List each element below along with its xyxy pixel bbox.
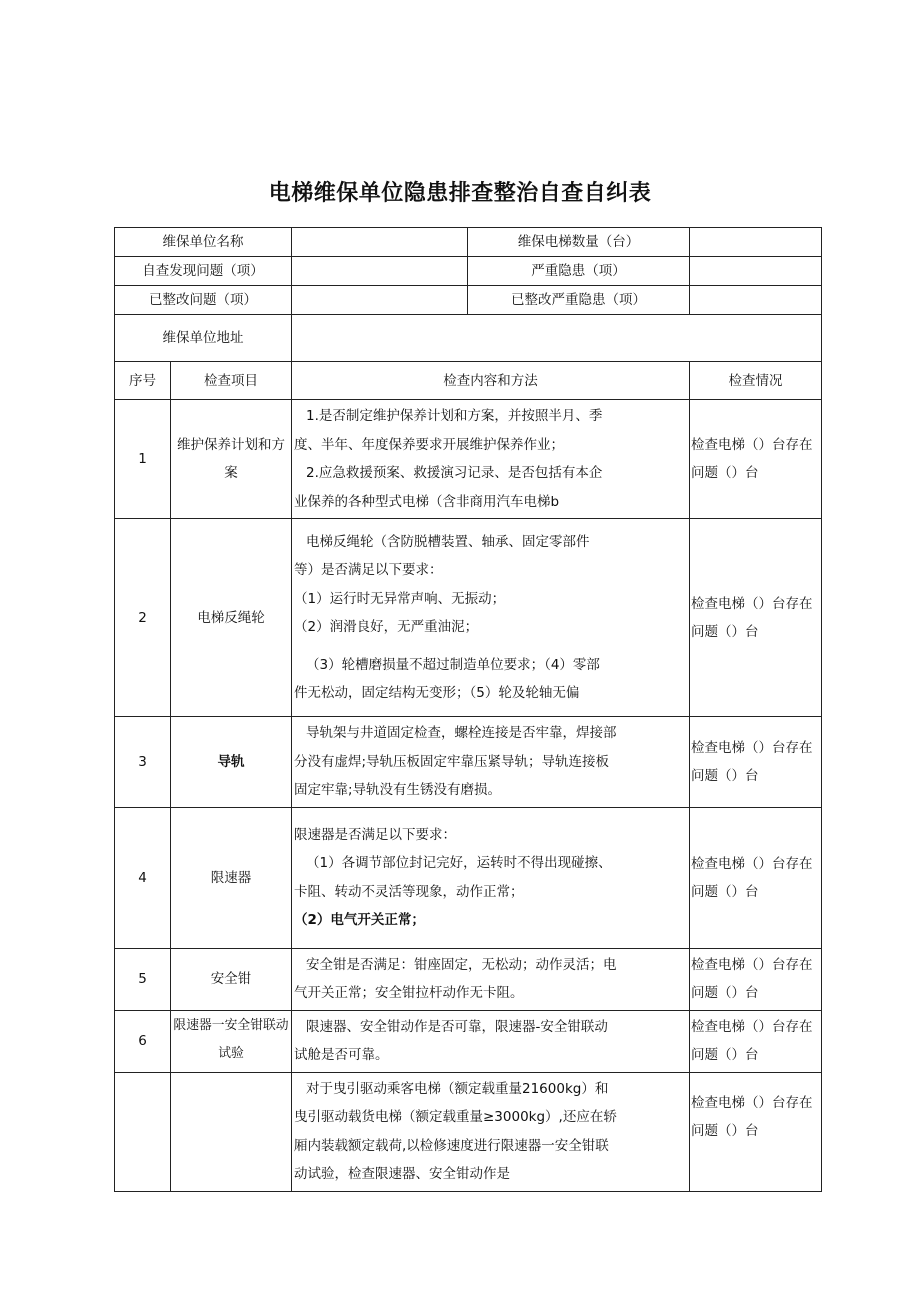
content-line: 厢内装载额定载荷,以检修速度进行限速器一安全钳联 bbox=[294, 1137, 609, 1154]
content-line: 业保养的各种型式电梯（含非商用汽车电梯b bbox=[294, 493, 560, 510]
content-line: 等）是否满足以下要求： bbox=[294, 562, 443, 578]
result-line: 问题（）台 bbox=[691, 1122, 759, 1139]
result-line: 检查电梯（）台存在 bbox=[691, 739, 813, 756]
col-header-result: 检查情况 bbox=[690, 362, 822, 400]
content-line: 导轨架与井道固定检查，螺栓连接是否牢靠，焊接部 bbox=[306, 725, 617, 741]
row-no: 1 bbox=[115, 400, 171, 519]
result-line: 问题（）台 bbox=[691, 1047, 759, 1063]
row-content bbox=[292, 948, 690, 1010]
row-content bbox=[292, 807, 690, 948]
row-item: 电梯反绳轮 bbox=[171, 519, 292, 717]
elevator-count-value[interactable] bbox=[690, 228, 822, 257]
row-no bbox=[115, 1072, 171, 1191]
content-line: 限速器是否满足以下要求： bbox=[294, 826, 456, 843]
row-result[interactable] bbox=[690, 1072, 822, 1191]
table-row bbox=[115, 807, 822, 948]
row-result[interactable] bbox=[690, 717, 822, 808]
result-line: 问题（）台 bbox=[691, 623, 759, 640]
table-row bbox=[115, 717, 822, 808]
address-label: 维保单位地址 bbox=[115, 315, 292, 362]
page-title: 电梯维保单位隐患排查整治自查自纠表 bbox=[268, 181, 652, 206]
inspection-table bbox=[114, 227, 822, 1192]
serious-hazards-value[interactable] bbox=[690, 257, 822, 286]
content-line: 卡阻、转动不灵活等现象，动作正常； bbox=[294, 883, 524, 900]
row-item: 限速器一安全钳联动试验 bbox=[171, 1010, 292, 1072]
content-line: 度、半年、年度保养要求开展维护保养作业； bbox=[294, 436, 564, 453]
row-item: 限速器 bbox=[171, 807, 292, 948]
content-line: 气开关正常；安全钳拉杆动作无卡阻。 bbox=[294, 985, 524, 1001]
content-line: 固定牢靠;导轨没有生锈没有磨损。 bbox=[294, 782, 502, 798]
content-line: （2）润滑良好，无严重油泥； bbox=[294, 619, 479, 635]
content-line: 安全钳是否满足：钳座固定，无松动；动作灵活；电 bbox=[306, 956, 617, 973]
fixed-issues-label: 已整改问题（项） bbox=[115, 286, 292, 315]
row-no: 5 bbox=[115, 948, 171, 1010]
table-row bbox=[115, 1010, 822, 1072]
content-line: （2）电气开关正常； bbox=[294, 912, 425, 928]
result-line: 问题（）台 bbox=[691, 465, 759, 481]
content-line: （1）运行时无异常声响、无振动； bbox=[294, 590, 506, 607]
serious-hazards-label: 严重隐患（项） bbox=[468, 257, 690, 286]
row-result[interactable] bbox=[690, 1010, 822, 1072]
header-row-fixed bbox=[115, 286, 822, 315]
row-content bbox=[292, 519, 690, 717]
result-line: 检查电梯（）台存在 bbox=[691, 595, 813, 612]
result-line: 检查电梯（）台存在 bbox=[691, 957, 813, 973]
header-row-unit bbox=[115, 228, 822, 257]
result-line: 检查电梯（）台存在 bbox=[691, 1094, 813, 1111]
result-line: 问题（）台 bbox=[691, 767, 759, 784]
col-header-content: 检查内容和方法 bbox=[292, 362, 690, 400]
table-row bbox=[115, 1072, 822, 1191]
table-row bbox=[115, 948, 822, 1010]
row-no: 4 bbox=[115, 807, 171, 948]
row-no: 6 bbox=[115, 1010, 171, 1072]
result-line: 问题（）台 bbox=[691, 883, 759, 900]
header-row-address bbox=[115, 315, 822, 362]
content-line: （1）各调节部位封记完好，运转时不得出现碰擦、 bbox=[306, 855, 612, 871]
content-line: 件无松动，固定结构无变形；（5）轮及轮轴无偏 bbox=[294, 685, 580, 701]
col-header-no: 序号 bbox=[115, 362, 171, 400]
column-header-row bbox=[115, 362, 822, 400]
row-result[interactable] bbox=[690, 519, 822, 717]
row-item: 导轨 bbox=[171, 717, 292, 808]
col-header-item: 检查项目 bbox=[171, 362, 292, 400]
row-result[interactable] bbox=[690, 948, 822, 1010]
address-value[interactable] bbox=[292, 315, 822, 362]
result-line: 检查电梯（）台存在 bbox=[691, 855, 813, 872]
fixed-serious-label: 已整改严重隐患（项） bbox=[468, 286, 690, 315]
content-line: 分没有虚焊;导轨压板固定牢靠压紧导轨；导轨连接板 bbox=[294, 753, 610, 770]
row-result[interactable] bbox=[690, 807, 822, 948]
header-row-found bbox=[115, 257, 822, 286]
content-line: 2.应急救援预案、救援演习记录、是否包括有本企 bbox=[306, 465, 603, 481]
unit-name-value[interactable] bbox=[292, 228, 468, 257]
row-content bbox=[292, 400, 690, 519]
fixed-issues-value[interactable] bbox=[292, 286, 468, 315]
fixed-serious-value[interactable] bbox=[690, 286, 822, 315]
content-line: 曳引驱动载货电梯（额定载重量≥3000kg）,还应在轿 bbox=[294, 1109, 617, 1125]
content-line: 试舱是否可靠。 bbox=[294, 1047, 389, 1063]
row-item bbox=[171, 1072, 292, 1191]
content-line: 对于曳引驱动乘客电梯（额定载重量21600kg）和 bbox=[306, 1080, 609, 1097]
row-no: 2 bbox=[115, 519, 171, 717]
elevator-count-label: 维保电梯数量（台） bbox=[468, 228, 690, 257]
row-result[interactable] bbox=[690, 400, 822, 519]
row-no: 3 bbox=[115, 717, 171, 808]
found-issues-label: 自查发现问题（项） bbox=[115, 257, 292, 286]
row-content bbox=[292, 1010, 690, 1072]
row-item: 安全钳 bbox=[171, 948, 292, 1010]
row-item: 维护保养计划和方案 bbox=[171, 400, 292, 519]
content-line: 动试验，检查限速器、安全钳动作是 bbox=[294, 1166, 510, 1182]
found-issues-value[interactable] bbox=[292, 257, 468, 286]
result-line: 检查电梯（）台存在 bbox=[691, 437, 813, 453]
row-content bbox=[292, 717, 690, 808]
table-row bbox=[115, 519, 822, 717]
content-line: （3）轮槽磨损量不超过制造单位要求；（4）零部 bbox=[306, 656, 600, 673]
table-row bbox=[115, 400, 822, 519]
content-line: 电梯反绳轮（含防脱槽装置、轴承、固定零部件 bbox=[306, 533, 590, 550]
result-line: 检查电梯（）台存在 bbox=[691, 1019, 813, 1035]
content-line: 1.是否制定维护保养计划和方案，并按照半月、季 bbox=[306, 408, 603, 424]
row-content bbox=[292, 1072, 690, 1191]
unit-name-label: 维保单位名称 bbox=[115, 228, 292, 257]
content-line: 限速器、安全钳动作是否可靠，限速器-安全钳联动 bbox=[306, 1018, 608, 1035]
result-line: 问题（）台 bbox=[691, 985, 759, 1001]
